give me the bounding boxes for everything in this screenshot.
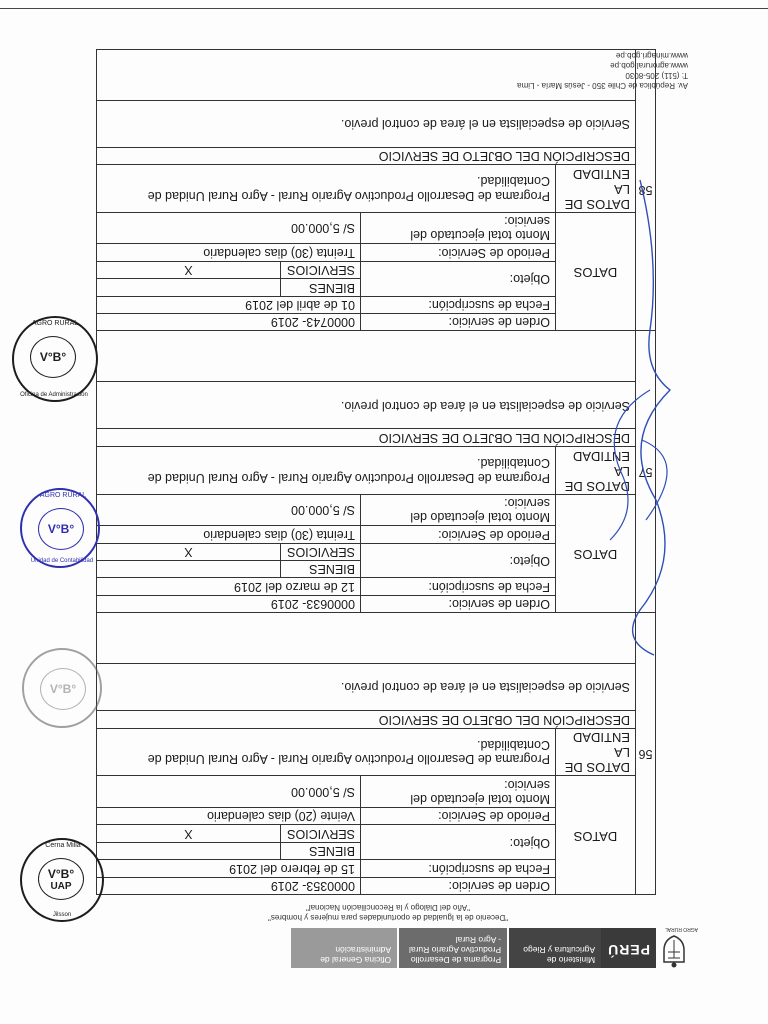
table-row — [97, 147, 656, 164]
table-row — [97, 331, 656, 382]
bienes-mark — [97, 842, 281, 859]
footer-line: www.minagri.gob.pe — [615, 51, 688, 60]
year-slogan — [88, 902, 688, 922]
table-row — [97, 164, 656, 212]
orden-label: Orden de servicio: — [361, 595, 556, 612]
monto-label: Monto total ejecutado del servicio: — [361, 494, 556, 526]
approval-stamp — [20, 488, 100, 568]
datos-label: DATOS — [556, 212, 636, 331]
entidad-label: DATOS DE LA ENTIDAD — [556, 164, 636, 212]
stamp-sub: UAP — [50, 880, 72, 892]
stamp-name: Cerna Milla — [45, 842, 81, 849]
faded-stamp — [22, 648, 102, 728]
entidad-value: Programa de Desarrollo Productivo Agrario Rural - Agro Rural Unidad de Contabilidad. — [97, 164, 556, 212]
servicios-label: SERVICIOS — [281, 825, 361, 842]
monto-label: Monto total ejecutado del servicio: — [361, 212, 556, 244]
table-row — [97, 711, 656, 728]
monto-value: S/ 5,000.00 — [97, 212, 361, 244]
table-row — [97, 382, 656, 429]
bienes-mark — [97, 561, 281, 578]
stamp-ring: Oficina de Administración — [20, 392, 88, 398]
description-header: DESCRIPCIÓN DEL OBJETO DE SERVICIO — [97, 429, 636, 446]
datos-label: DATOS — [556, 776, 636, 895]
periodo-value: Treinta (30) dias calendario — [97, 526, 361, 543]
orden-label: Orden de servicio: — [361, 877, 556, 894]
entry-number: 57 — [636, 331, 656, 613]
objeto-label: Objeto: — [361, 261, 556, 296]
orden-value: 0000353- 2019 — [97, 877, 361, 894]
letterhead-caption: AGRO RURAL — [664, 926, 698, 932]
blue-signature-icon — [580, 140, 740, 660]
table-row — [97, 664, 656, 711]
datos-label: DATOS — [556, 494, 636, 613]
periodo-value: Veinte (20) dias calendario — [97, 808, 361, 825]
footer-line: www.agrorural.gob.pe — [610, 61, 688, 70]
servicios-label: SERVICIOS — [281, 261, 361, 278]
approval-stamp — [12, 316, 98, 402]
orden-label: Orden de servicio: — [361, 314, 556, 331]
periodo-label: Periodo de Servicio: — [361, 526, 556, 543]
entidad-value: Programa de Desarrollo Productivo Agrario Rural - Agro Rural Unidad de Contabilidad. — [97, 446, 556, 494]
description-value: Servicio de especialista en el área de control previo. — [97, 664, 636, 711]
table-row — [97, 728, 656, 776]
brand-block: PERÚ — [601, 928, 656, 968]
monto-value: S/ 5,000.00 — [97, 494, 361, 526]
objeto-label: Objeto: — [361, 543, 556, 578]
entidad-value: Programa de Desarrollo Productivo Agrario Rural - Agro Rural Unidad de Contabilidad. — [97, 728, 556, 776]
fecha-value: 12 de marzo del 2019 — [97, 578, 361, 595]
stamp-name: AGRO RURAL — [31, 320, 79, 327]
description-value: Servicio de especialista en el área de control previo. — [97, 100, 636, 147]
stamp-ring: Unidad de Contabilidad — [30, 558, 94, 564]
table-row — [97, 429, 656, 446]
services-table — [96, 49, 656, 895]
bienes-label: BIENES — [281, 842, 361, 859]
table-row — [97, 613, 656, 664]
periodo-label: Periodo de Servicio: — [361, 808, 556, 825]
table-row — [97, 595, 656, 612]
spacer-cell — [97, 331, 636, 382]
program-block: Programa de Desarrollo Productivo Agrario Rural - Agro Rural — [399, 928, 507, 968]
stamp-ring: Jilsson — [52, 912, 72, 918]
uap-stamp — [20, 838, 104, 922]
stamp-vb: V°B° — [47, 866, 75, 881]
slogan-line: "Año del Diálogo y la Reconciliación Nacional" — [306, 903, 470, 912]
description-header: DESCRIPCIÓN DEL OBJETO DE SERVICIO — [97, 147, 636, 164]
fecha-value: 15 de febrero del 2019 — [97, 860, 361, 877]
bienes-label: BIENES — [281, 279, 361, 296]
stamp-vb: V°B° — [49, 682, 77, 696]
stamp-vb: V°B° — [47, 522, 75, 536]
periodo-value: Treinta (30) dias calendario — [97, 244, 361, 261]
footer-line: T: (511) 205-8030 — [625, 71, 688, 80]
bienes-label: BIENES — [281, 561, 361, 578]
letterhead — [291, 926, 698, 968]
fecha-value: 01 de abril del 2019 — [97, 296, 361, 313]
coat-of-arms-icon — [660, 926, 698, 968]
servicios-mark: X — [97, 825, 281, 842]
table-row — [97, 446, 656, 494]
stamp-vb: V°B° — [39, 350, 67, 364]
entry-number: 58 — [636, 49, 656, 331]
table-row — [97, 100, 656, 147]
stamp-name: AGRO RURAL — [39, 492, 87, 499]
footer-line: Av. República de Chile 350 - Jesús María - Lima — [517, 81, 688, 90]
servicios-mark: X — [97, 261, 281, 278]
monto-value: S/ 5,000.00 — [97, 776, 361, 808]
table-row — [97, 314, 656, 331]
fecha-label: Fecha de suscripción: — [361, 296, 556, 313]
spacer-cell — [97, 613, 636, 664]
fecha-label: Fecha de suscripción: — [361, 578, 556, 595]
footer-address — [517, 50, 688, 90]
slogan-line: "Decenio de la Igualdad de oportunidades para mujeres y hombres" — [267, 913, 509, 922]
table-row — [97, 877, 656, 894]
entidad-label: DATOS DE LA ENTIDAD — [556, 446, 636, 494]
servicios-label: SERVICIOS — [281, 543, 361, 560]
description-value: Servicio de especialista en el área de control previo. — [97, 382, 636, 429]
ministry-block: Ministerio de Agricultura y Riego — [509, 928, 601, 968]
periodo-label: Periodo de Servicio: — [361, 244, 556, 261]
objeto-label: Objeto: — [361, 825, 556, 860]
fecha-label: Fecha de suscripción: — [361, 860, 556, 877]
monto-label: Monto total ejecutado del servicio: — [361, 776, 556, 808]
orden-value: 0000633- 2019 — [97, 595, 361, 612]
entry-number: 56 — [636, 613, 656, 895]
office-block: Oficina General de Administración — [291, 928, 397, 968]
servicios-mark: X — [97, 543, 281, 560]
bienes-mark — [97, 279, 281, 296]
description-header: DESCRIPCIÓN DEL OBJETO DE SERVICIO — [97, 711, 636, 728]
entidad-label: DATOS DE LA ENTIDAD — [556, 728, 636, 776]
orden-value: 0000743- 2019 — [97, 314, 361, 331]
